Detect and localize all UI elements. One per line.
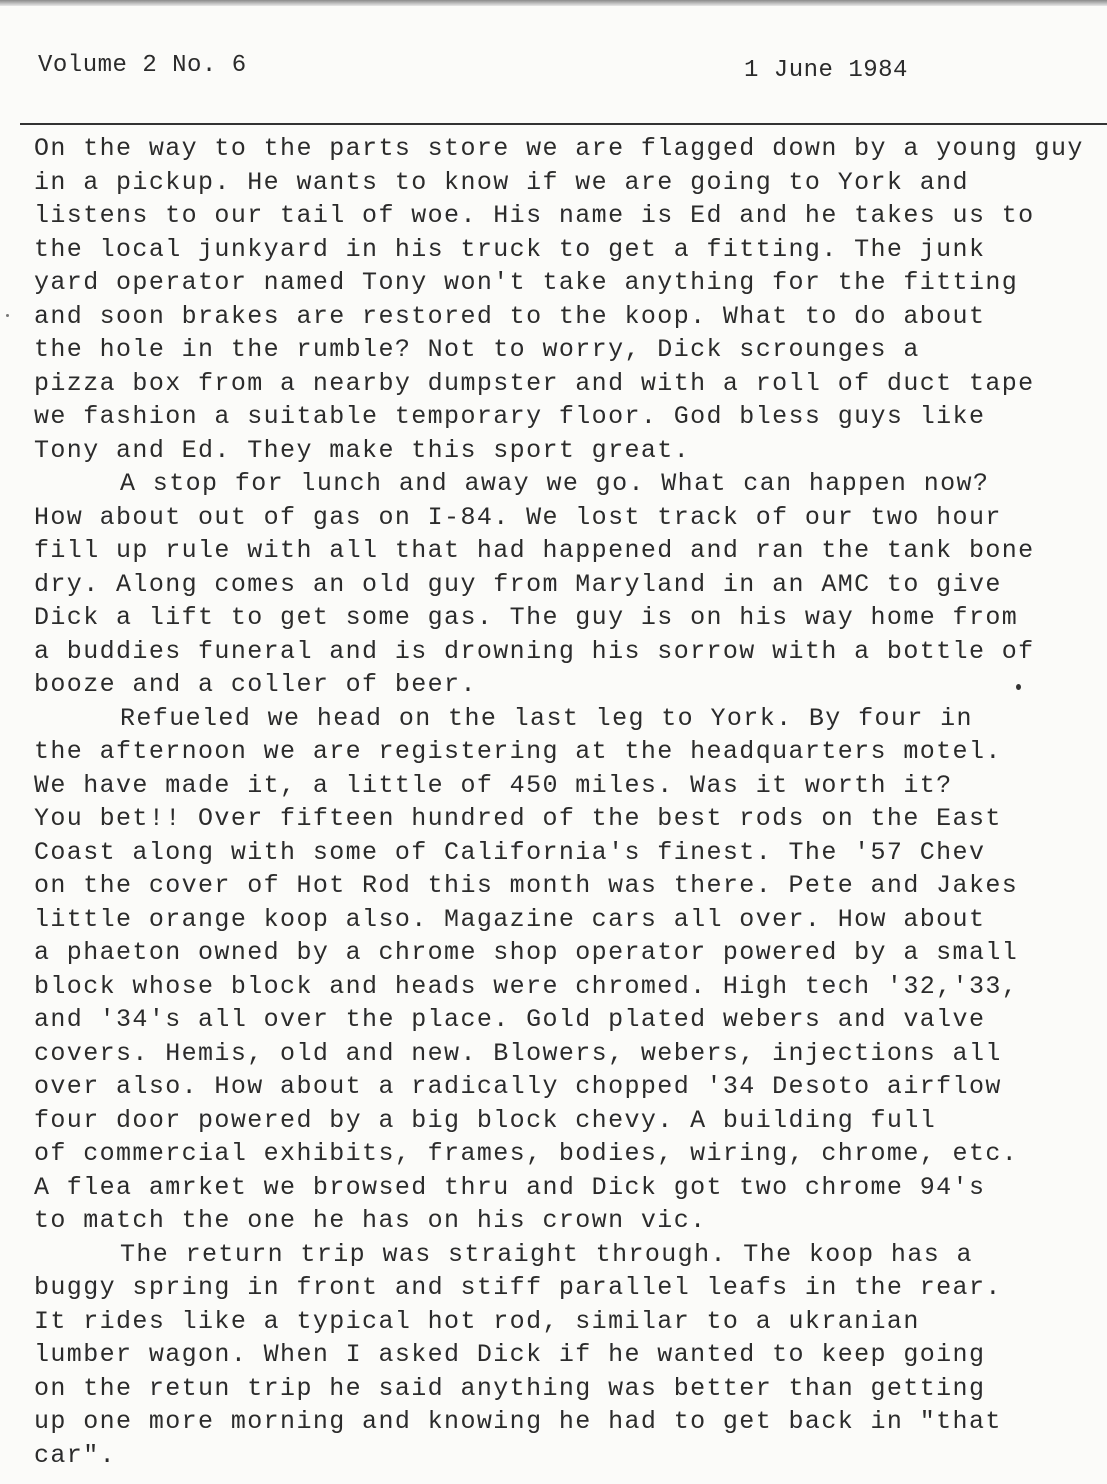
text-line: the afternoon we are registering at the headquarters motel. — [34, 737, 1002, 766]
text-line: over also. How about a radically chopped '34 Desoto airflow — [34, 1072, 1002, 1101]
text-line: Coast along with some of California's finest. The '57 Chev — [34, 837, 986, 867]
header-divider — [20, 123, 1107, 125]
text-line: up one more morning and knowing he had to get back in "that — [34, 1407, 1002, 1436]
text-line: on the cover of Hot Rod this month was there. Pete and Jakes — [34, 871, 1019, 900]
text-line: the hole in the rumble? Not to worry, Dick scrounges a — [34, 335, 920, 364]
text-line: listens to our tail of woe. His name is Ed and he takes us to — [34, 201, 1035, 230]
text-line: It rides like a typical hot rod, similar to a ukranian — [34, 1306, 920, 1336]
text-line: How about out of gas on I-84. We lost track of our two hour — [34, 502, 1002, 532]
text-line: dry. Along comes an old guy from Maryland in an AMC to give — [34, 569, 1002, 599]
text-line: a buddies funeral and is drowning his sorrow with a bottle of — [34, 636, 1035, 666]
text-line: the local junkyard in his truck to get a fitting. The junk — [34, 234, 986, 264]
text-line: On the way to the parts store we are flagged down by a young guy — [34, 134, 1084, 163]
text-line: yard operator named Tony won't take anything for the fitting — [34, 268, 1019, 297]
text-line: we fashion a suitable temporary floor. God bless guys like — [34, 402, 986, 431]
article-body — [34, 132, 1094, 1472]
margin-speck — [6, 314, 9, 317]
paragraph-start: Refueled we head on the last leg to York. By four in — [120, 703, 973, 733]
text-line: We have made it, a little of 450 miles. Was it worth it? — [34, 770, 953, 800]
volume-number: Volume 2 No. 6 — [38, 52, 247, 79]
text-line: a phaeton owned by a chrome shop operator powered by a small — [34, 938, 1019, 967]
text-line: and '34's all over the place. Gold plated webers and valve — [34, 1005, 986, 1034]
text-line: in a pickup. He wants to know if we are going to York and — [34, 167, 969, 197]
text-line: on the retun trip he said anything was better than getting — [34, 1373, 986, 1403]
text-line: pizza box from a nearby dumpster and with a roll of duct tape — [34, 368, 1035, 398]
text-line: to match the one he has on his crown vic. — [34, 1206, 707, 1235]
text-line: block whose block and heads were chromed. High tech '32,'33, — [34, 971, 1019, 1001]
page-top-edge — [0, 0, 1107, 6]
text-line: and soon brakes are restored to the koop. What to do about — [34, 301, 986, 331]
paragraph-start: The return trip was straight through. The koop has a — [120, 1239, 973, 1269]
paragraph-start: A stop for lunch and away we go. What can happen now? — [120, 469, 990, 498]
text-line: A flea amrket we browsed thru and Dick got two chrome 94's — [34, 1172, 986, 1202]
text-line: Dick a lift to get some gas. The guy is on his way home from — [34, 603, 1019, 632]
text-line: booze and a coller of beer. — [34, 670, 477, 699]
text-line: four door powered by a big block chevy. A building full — [34, 1105, 937, 1135]
newsletter-header — [38, 52, 1038, 88]
text-line: Tony and Ed. They make this sport great. — [34, 435, 691, 465]
text-line: little orange koop also. Magazine cars all over. How about — [34, 904, 986, 934]
text-line: You bet!! Over fifteen hundred of the best rods on the East — [34, 804, 1002, 833]
text-line: fill up rule with all that had happened and ran the tank bone — [34, 536, 1035, 565]
issue-date: 1 June 1984 — [744, 57, 908, 84]
ink-speck — [1016, 684, 1021, 690]
text-line: of commercial exhibits, frames, bodies, wiring, chrome, etc. — [34, 1139, 1019, 1168]
text-line: covers. Hemis, old and new. Blowers, webers, injections all — [34, 1038, 1002, 1068]
text-line: buggy spring in front and stiff parallel leafs in the rear. — [34, 1273, 1002, 1302]
text-line: car". — [34, 1440, 117, 1470]
text-line: lumber wagon. When I asked Dick if he wanted to keep going — [34, 1340, 986, 1369]
